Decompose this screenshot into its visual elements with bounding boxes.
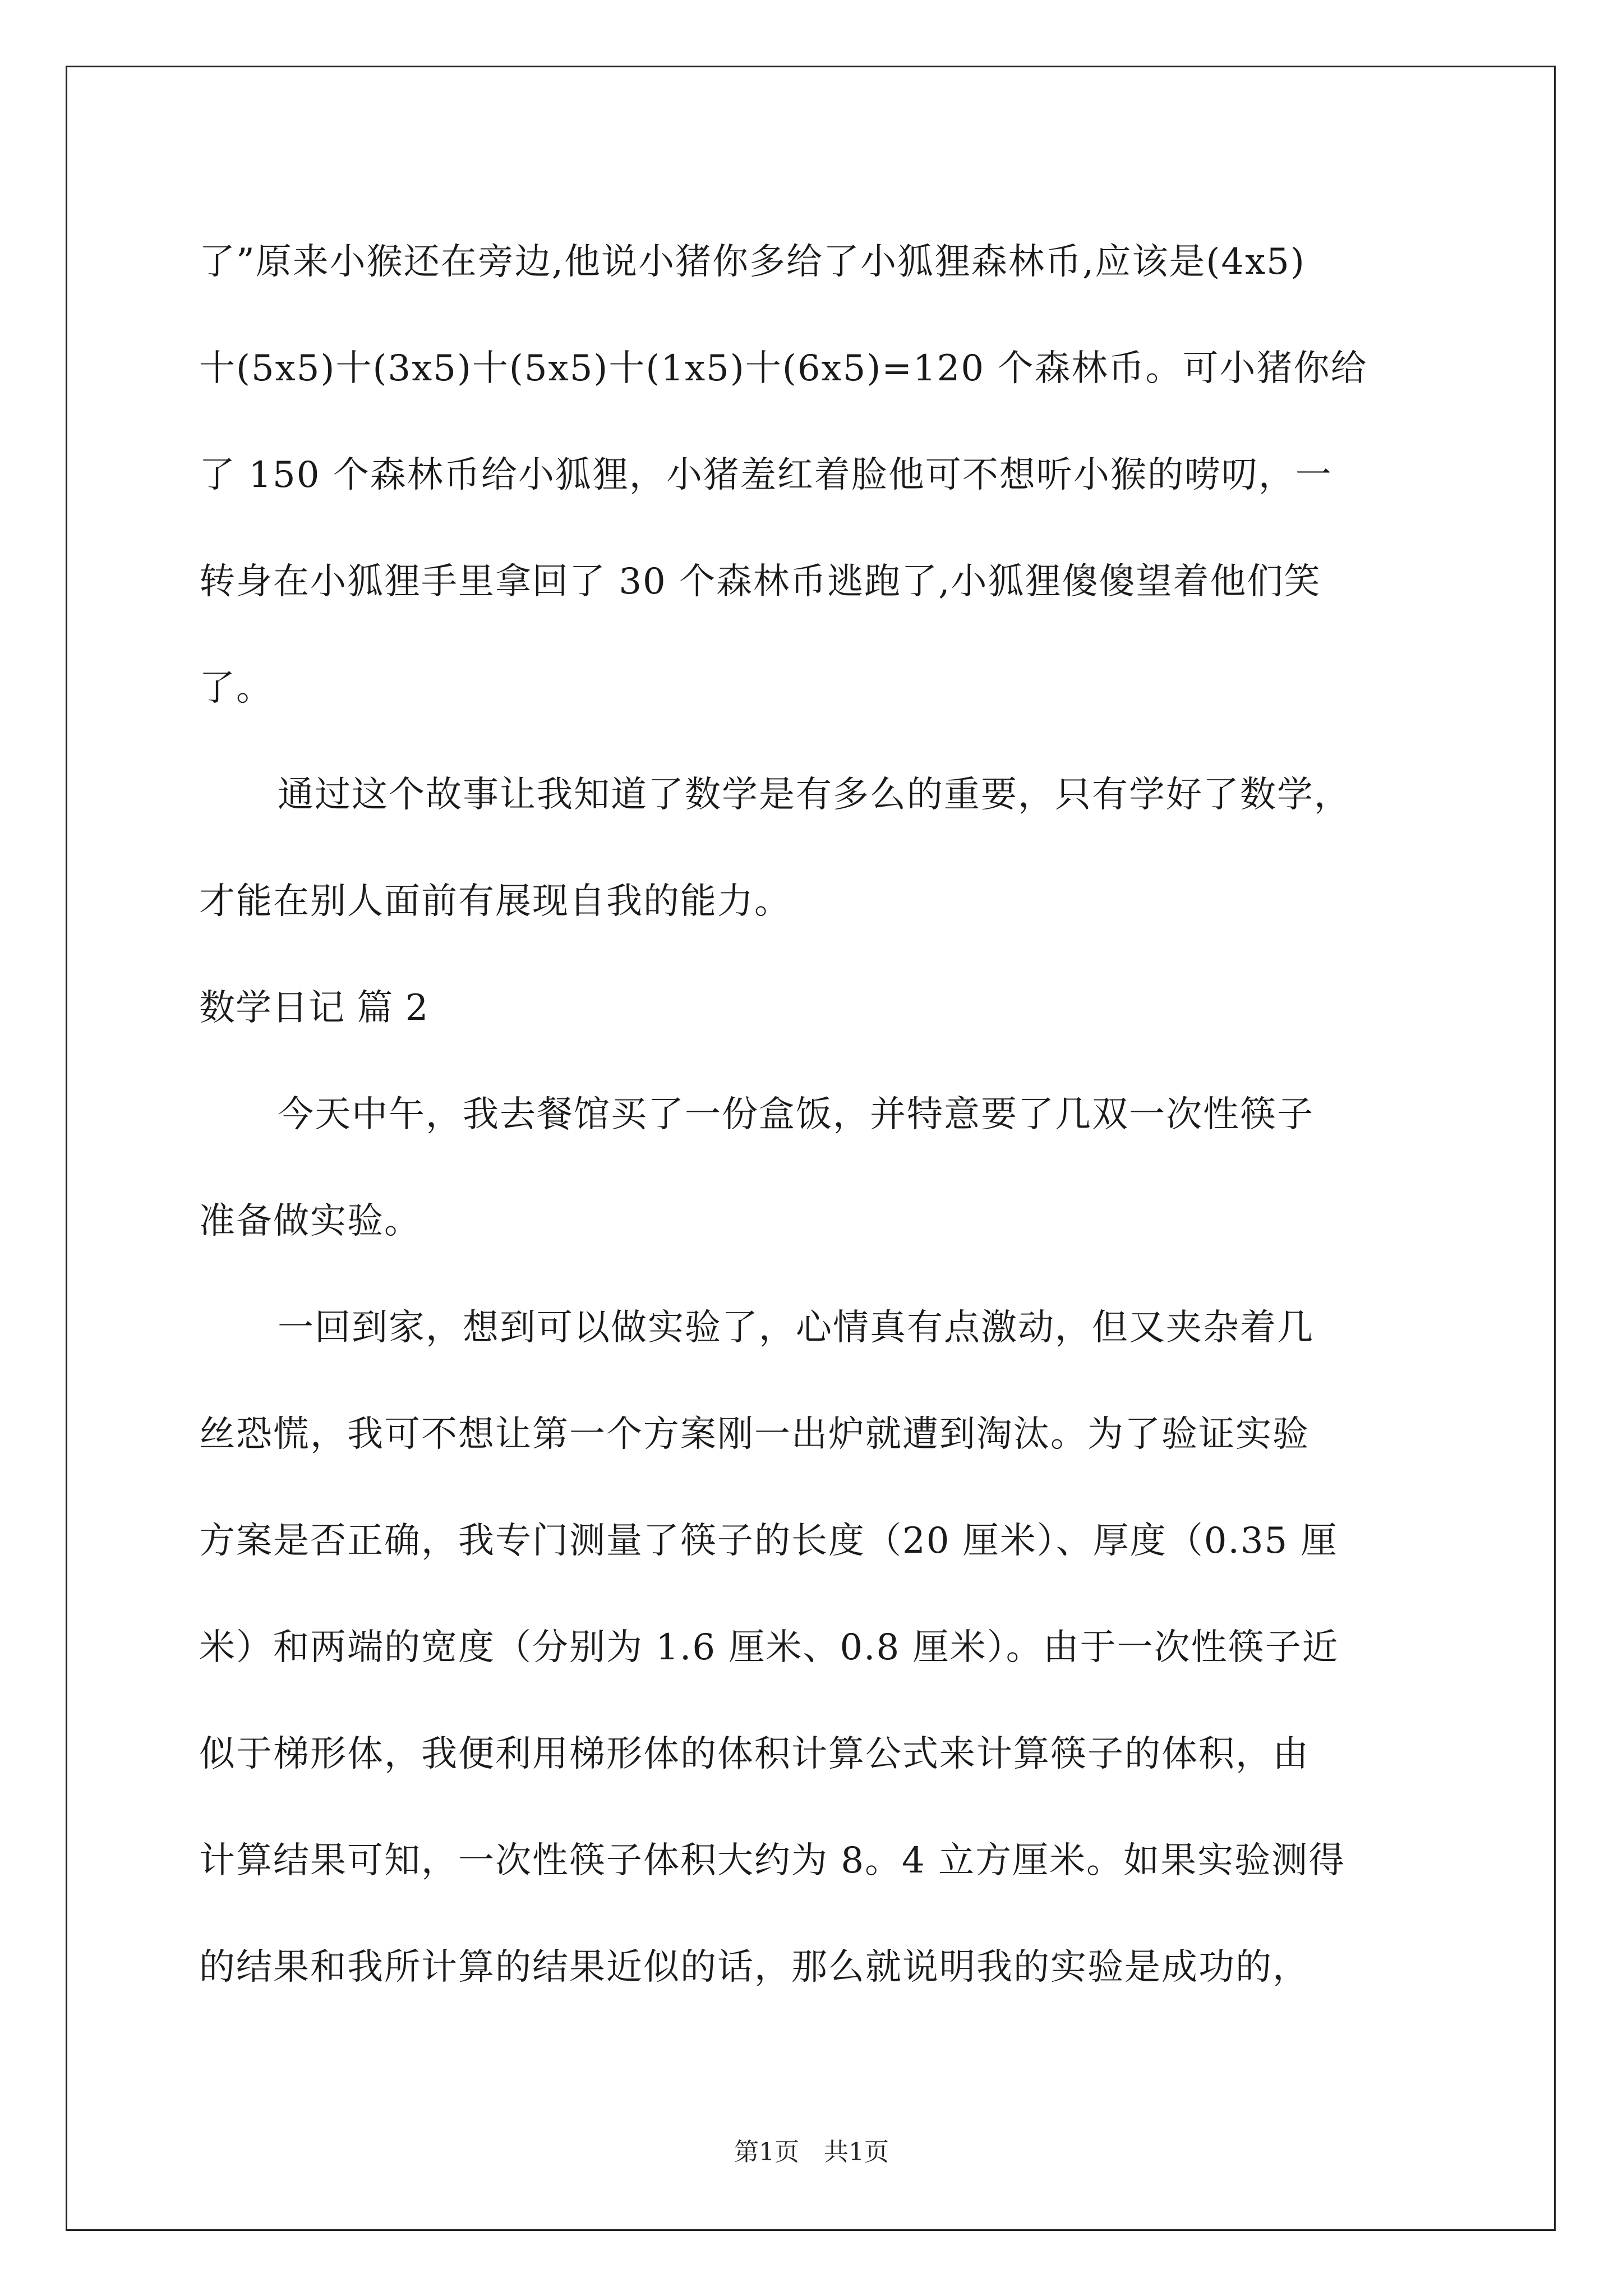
paragraph-line: 了 150 个森林币给小狐狸，小猪羞红着脸他可不想听小猴的唠叨，一 xyxy=(199,454,1332,496)
paragraph-line: 准备做实验。 xyxy=(199,1200,421,1242)
paragraph-line: 似于梯形体，我便利用梯形体的体积计算公式来计算筷子的体积，由 xyxy=(199,1733,1310,1775)
paragraph-line: 方案是否正确，我专门测量了筷子的长度（20 厘米）、厚度（0.35 厘 xyxy=(199,1520,1338,1562)
paragraph-line: 今天中午，我去餐馆买了一份盒饭，并特意要了几双一次性筷子 xyxy=(278,1094,1314,1135)
document-body xyxy=(199,209,1433,2021)
paragraph-line: 通过这个故事让我知道了数学是有多么的重要，只有学好了数学， xyxy=(278,774,1351,816)
paragraph-line: 一回到家，想到可以做实验了，心情真有点激动，但又夹杂着几 xyxy=(278,1307,1314,1349)
paragraph-line: 了。 xyxy=(199,668,273,709)
paragraph-line: 才能在别人面前有展现自我的能力。 xyxy=(199,881,791,922)
section-heading: 数学日记 篇 2 xyxy=(199,987,429,1029)
paragraph-line: 丝恐慌，我可不想让第一个方案刚一出炉就遭到淘汰。为了验证实验 xyxy=(199,1414,1310,1455)
paragraph-line: 米）和两端的宽度（分别为 1.6 厘米、0.8 厘米）。由于一次性筷子近 xyxy=(199,1627,1339,1668)
paragraph-line: 转身在小狐狸手里拿回了 30 个森林币逃跑了,小狐狸傻傻望着他们笑 xyxy=(199,561,1321,602)
paragraph-line: 十(5x5)十(3x5)十(5x5)十(1x5)十(6x5)=120 个森林币。可小猪你给 xyxy=(199,348,1368,389)
paragraph-line: 计算结果可知，一次性筷子体积大约为 8。4 立方厘米。如果实验测得 xyxy=(199,1840,1346,1881)
paragraph-line: 的结果和我所计算的结果近似的话，那么就说明我的实验是成功的， xyxy=(199,1947,1310,1988)
page-footer: 第1页 共1页 xyxy=(734,2138,889,2166)
paragraph-line: 了”原来小猴还在旁边,他说小猪你多给了小狐狸森林币,应该是(4x5) xyxy=(199,241,1306,283)
